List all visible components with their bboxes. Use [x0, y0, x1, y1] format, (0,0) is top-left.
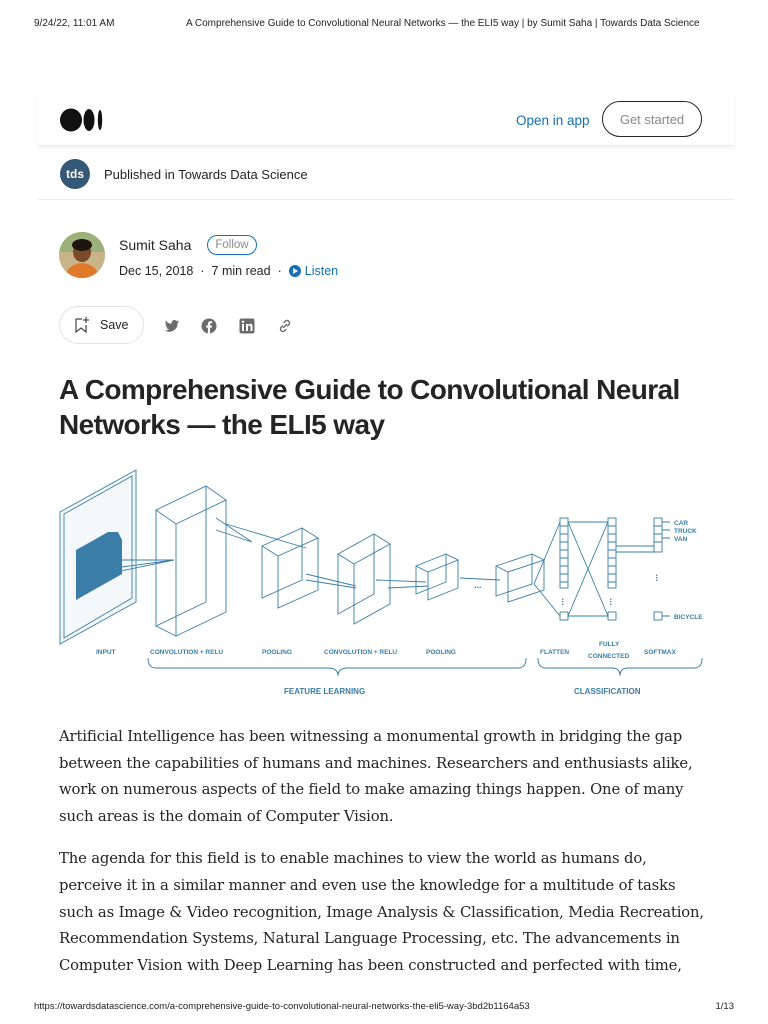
stage-label: POOLING — [426, 649, 456, 656]
print-url: https://towardsdatascience.com/a-comprehensive-guide-to-convolutional-neural-networks-the-eli5-way-3bd2b1164a53 — [34, 1001, 530, 1012]
listen-button[interactable]: Listen — [304, 264, 339, 278]
follow-button[interactable]: Follow — [207, 235, 257, 255]
diagram-ellipsis: ... — [474, 580, 482, 590]
stage-label: SOFTMAX — [644, 649, 676, 656]
get-started-button[interactable]: Get started — [602, 101, 702, 137]
stage-label: FLATTEN — [540, 649, 570, 656]
author-avatar[interactable] — [59, 232, 105, 278]
play-icon[interactable] — [289, 265, 301, 277]
article-title: A Comprehensive Guide to Convolutional Neural Networks — the ELI5 way — [59, 374, 680, 440]
output-label: VAN — [674, 536, 688, 543]
author-name[interactable]: Sumit Saha — [119, 237, 192, 253]
diagram-ellipsis: ... — [608, 598, 618, 606]
publication-logo[interactable]: tds — [60, 159, 90, 189]
stage-label: INPUT — [96, 649, 116, 656]
print-datetime: 9/24/22, 11:01 AM — [34, 18, 115, 29]
output-label: TRUCK — [674, 528, 697, 535]
meta-separator: · — [200, 264, 205, 278]
facebook-icon[interactable] — [201, 318, 217, 334]
diagram-ellipsis: ... — [560, 598, 570, 606]
stage-label: CONVOLUTION + RELU — [324, 649, 398, 656]
stage-label: FULLY — [599, 641, 620, 648]
group-label: CLASSIFICATION — [574, 687, 641, 696]
save-label: Save — [100, 318, 129, 332]
linkedin-icon[interactable] — [239, 318, 255, 334]
print-page-title: A Comprehensive Guide to Convolutional Neural Networks — the ELI5 way | by Sumit Saha | Towards Data Science — [186, 18, 700, 29]
author-block — [59, 232, 659, 282]
link-icon[interactable] — [277, 318, 293, 334]
article-body — [59, 724, 709, 995]
stage-label: CONNECTED — [588, 653, 630, 660]
bookmark-add-icon — [74, 316, 90, 334]
article-paragraph: Artificial Intelligence has been witnessing a monumental growth in bridging the gap between the capabilities of humans and machines. Researchers and enthusiasts alike, work on numerous aspects of the field to make amazing things happen. One of many such areas is the domain of Computer Vision. — [59, 728, 693, 825]
stage-label: CONVOLUTION + RELU — [150, 649, 224, 656]
publication-bar — [38, 150, 734, 200]
read-time: 7 min read — [211, 264, 271, 278]
output-label: BICYCLE — [674, 614, 703, 621]
group-label: FEATURE LEARNING — [284, 687, 366, 696]
output-label: CAR — [674, 520, 689, 527]
publish-date: Dec 15, 2018 — [119, 264, 194, 278]
article-actions — [59, 306, 319, 346]
print-page-number: 1/13 — [715, 1001, 734, 1012]
published-in-text[interactable]: Published in Towards Data Science — [104, 167, 308, 182]
save-button[interactable] — [59, 306, 144, 344]
medium-logo-icon[interactable] — [60, 108, 104, 132]
top-bar — [38, 90, 734, 146]
open-in-app-link[interactable]: Open in app — [516, 113, 590, 128]
cnn-architecture-diagram — [56, 462, 716, 710]
twitter-icon[interactable] — [164, 318, 180, 334]
avatar-image — [59, 232, 105, 278]
stage-label: POOLING — [262, 649, 292, 656]
meta-separator: · — [277, 264, 282, 278]
article-paragraph: The agenda for this field is to enable machines to view the world as humans do, perceive it in a similar manner and even use the knowledge for a multitude of tasks such as Image & Video recognition, Image Analysis & Classification, Media Recreation, Recommendation Systems, Natural Language Processing, etc. The advancements in Computer Vision with Deep Learning has been constructed and perfected with time, — [59, 850, 704, 974]
article-meta — [119, 264, 338, 278]
diagram-ellipsis: ... — [654, 574, 664, 582]
